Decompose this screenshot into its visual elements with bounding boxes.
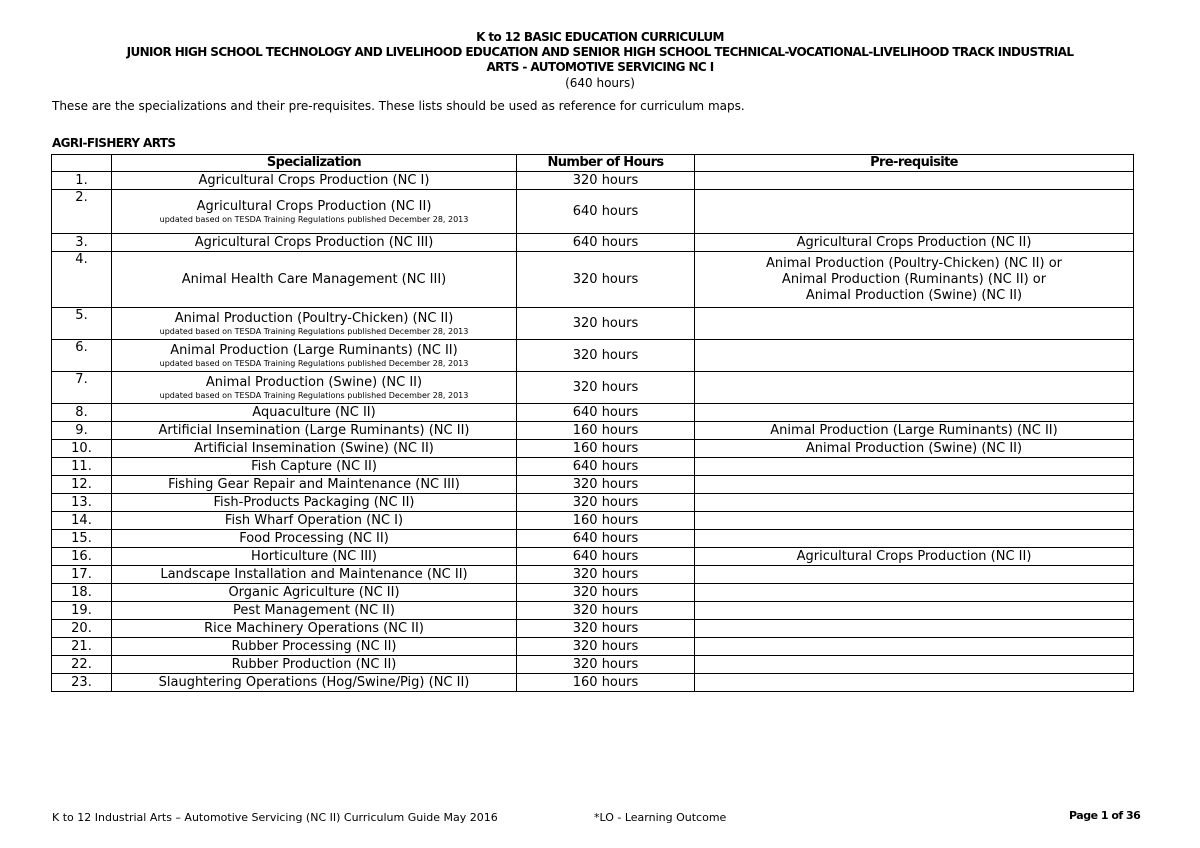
row-number: 10. xyxy=(52,440,112,458)
row-number: 15. xyxy=(52,530,112,548)
row-number: 12. xyxy=(52,476,112,494)
specialization-cell xyxy=(112,512,517,530)
row-number: 9. xyxy=(52,422,112,440)
specialization-cell xyxy=(112,638,517,656)
table-row xyxy=(52,638,1134,656)
table-row xyxy=(52,620,1134,638)
prereq-cell xyxy=(695,674,1134,692)
row-number: 1. xyxy=(52,172,112,190)
table-row xyxy=(52,404,1134,422)
specialization-cell xyxy=(112,602,517,620)
specialization-cell xyxy=(112,566,517,584)
table-row xyxy=(52,512,1134,530)
row-number: 14. xyxy=(52,512,112,530)
hours-cell: 640 hours xyxy=(517,530,695,548)
curriculum-title: K to 12 BASIC EDUCATION CURRICULUM xyxy=(476,30,724,44)
prereq-cell xyxy=(695,602,1134,620)
specialization-name: Fish Capture (NC II) xyxy=(251,458,377,474)
specialization-cell xyxy=(112,458,517,476)
hours-cell: 640 hours xyxy=(517,234,695,252)
table-row xyxy=(52,372,1134,404)
prereq-line: Agricultural Crops Production (NC II) xyxy=(796,234,1032,250)
specialization-name: Aquaculture (NC II) xyxy=(252,404,376,420)
footer-guide-title: K to 12 Industrial Arts – Automotive Servicing (NC II) Curriculum Guide May 2016 xyxy=(52,811,498,824)
prereq-line: Animal Production (Swine) (NC II) xyxy=(805,440,1023,456)
prereq-line: Animal Production (Poultry-Chicken) (NC II) or xyxy=(765,255,1063,271)
hours-cell: 320 hours xyxy=(517,172,695,190)
prereq-cell xyxy=(695,548,1134,566)
table-row xyxy=(52,530,1134,548)
table-row xyxy=(52,548,1134,566)
prereq-cell xyxy=(695,308,1134,340)
specialization-cell xyxy=(112,234,517,252)
prereq-line: Animal Production (Swine) (NC II) xyxy=(805,287,1023,303)
specialization-name: Agricultural Crops Production (NC II) xyxy=(196,198,432,214)
hours-cell: 320 hours xyxy=(517,638,695,656)
document-header xyxy=(0,30,1200,91)
specialization-cell xyxy=(112,674,517,692)
row-number: 2. xyxy=(52,190,112,234)
hours-cell: 160 hours xyxy=(517,674,695,692)
hours-cell: 320 hours xyxy=(517,566,695,584)
specialization-name: Landscape Installation and Maintenance (NC II) xyxy=(160,566,468,582)
row-number: 3. xyxy=(52,234,112,252)
specialization-name: Pest Management (NC II) xyxy=(233,602,395,618)
row-number: 18. xyxy=(52,584,112,602)
table-row xyxy=(52,340,1134,372)
specialization-name: Agricultural Crops Production (NC III) xyxy=(194,234,434,250)
footer-note: *LO - Learning Outcome xyxy=(594,811,727,824)
table-row xyxy=(52,234,1134,252)
prereq-cell xyxy=(695,190,1134,234)
specialization-cell xyxy=(112,422,517,440)
row-number: 7. xyxy=(52,372,112,404)
prereq-cell xyxy=(695,638,1134,656)
hours-cell: 320 hours xyxy=(517,252,695,308)
specialization-cell xyxy=(112,372,517,404)
prereq-line: Animal Production (Ruminants) (NC II) or xyxy=(781,271,1047,287)
specialization-cell xyxy=(112,190,517,234)
specialization-cell xyxy=(112,494,517,512)
prereq-cell xyxy=(695,440,1134,458)
table-row xyxy=(52,476,1134,494)
table-row xyxy=(52,172,1134,190)
specialization-cell xyxy=(112,530,517,548)
prereq-cell xyxy=(695,476,1134,494)
row-number: 19. xyxy=(52,602,112,620)
prereq-cell xyxy=(695,512,1134,530)
table-row xyxy=(52,602,1134,620)
specialization-cell xyxy=(112,252,517,308)
row-number: 20. xyxy=(52,620,112,638)
hours-cell: 320 hours xyxy=(517,656,695,674)
hours-cell: 160 hours xyxy=(517,440,695,458)
specialization-cell xyxy=(112,172,517,190)
row-number: 4. xyxy=(52,252,112,308)
row-number: 23. xyxy=(52,674,112,692)
prereq-cell xyxy=(695,404,1134,422)
hours-cell: 320 hours xyxy=(517,494,695,512)
program-title: JUNIOR HIGH SCHOOL TECHNOLOGY AND LIVELIHOOD EDUCATION AND SENIOR HIGH SCHOOL TECHNICAL-VOCATIONAL-LIVELIHOOD TRACK INDUSTRIAL xyxy=(126,45,1074,59)
hours-cell: 640 hours xyxy=(517,548,695,566)
hours-cell: 640 hours xyxy=(517,404,695,422)
specialization-cell xyxy=(112,584,517,602)
header-specialization: Specialization xyxy=(112,155,517,172)
specialization-name: Animal Production (Swine) (NC II) xyxy=(205,374,423,390)
program-subtitle: ARTS - AUTOMOTIVE SERVICING NC I xyxy=(486,60,714,74)
row-number: 17. xyxy=(52,566,112,584)
prereq-line: Animal Production (Large Ruminants) (NC II) xyxy=(770,422,1058,438)
specialization-cell xyxy=(112,308,517,340)
table-row xyxy=(52,566,1134,584)
hours-cell: 160 hours xyxy=(517,512,695,530)
table-row xyxy=(52,674,1134,692)
specialization-name: Food Processing (NC II) xyxy=(239,530,389,546)
header-hours: Number of Hours xyxy=(517,155,695,172)
hours-cell: 320 hours xyxy=(517,602,695,620)
specialization-name: Artificial Insemination (Swine) (NC II) xyxy=(194,440,434,456)
hours-cell: 320 hours xyxy=(517,308,695,340)
specialization-cell xyxy=(112,340,517,372)
specialization-name: Fish-Products Packaging (NC II) xyxy=(213,494,415,510)
specialization-name: Fish Wharf Operation (NC I) xyxy=(224,512,404,528)
hours-cell: 320 hours xyxy=(517,372,695,404)
prereq-cell xyxy=(695,458,1134,476)
total-hours: (640 hours) xyxy=(565,76,635,90)
specialization-name: Slaughtering Operations (Hog/Swine/Pig) (NC II) xyxy=(158,674,470,690)
specialization-name: Organic Agriculture (NC II) xyxy=(228,584,400,600)
specialization-cell xyxy=(112,548,517,566)
specialization-note: updated based on TESDA Training Regulations published December 28, 2013 xyxy=(159,214,469,224)
header-num xyxy=(52,155,112,172)
table-body xyxy=(52,172,1134,692)
hours-cell: 160 hours xyxy=(517,422,695,440)
table-row xyxy=(52,252,1134,308)
hours-cell: 320 hours xyxy=(517,476,695,494)
table-row xyxy=(52,656,1134,674)
prereq-cell xyxy=(695,566,1134,584)
row-number: 6. xyxy=(52,340,112,372)
table-row xyxy=(52,190,1134,234)
specialization-name: Rubber Processing (NC II) xyxy=(231,638,397,654)
specialization-note: updated based on TESDA Training Regulations published December 28, 2013 xyxy=(159,358,469,368)
prereq-cell xyxy=(695,620,1134,638)
header-prereq: Pre-requisite xyxy=(695,155,1134,172)
table-row xyxy=(52,308,1134,340)
specialization-cell xyxy=(112,620,517,638)
table-row xyxy=(52,440,1134,458)
prereq-cell xyxy=(695,656,1134,674)
prereq-cell xyxy=(695,234,1134,252)
prereq-cell xyxy=(695,172,1134,190)
row-number: 22. xyxy=(52,656,112,674)
specialization-name: Fishing Gear Repair and Maintenance (NC III) xyxy=(168,476,460,492)
prereq-cell xyxy=(695,530,1134,548)
prereq-cell xyxy=(695,584,1134,602)
hours-cell: 640 hours xyxy=(517,458,695,476)
specialization-name: Animal Production (Large Ruminants) (NC II) xyxy=(170,342,458,358)
prereq-cell xyxy=(695,252,1134,308)
specialization-cell xyxy=(112,656,517,674)
prereq-cell xyxy=(695,422,1134,440)
hours-cell: 640 hours xyxy=(517,190,695,234)
hours-cell: 320 hours xyxy=(517,584,695,602)
table-row xyxy=(52,494,1134,512)
table-row xyxy=(52,422,1134,440)
row-number: 8. xyxy=(52,404,112,422)
table-header-row xyxy=(52,155,1134,172)
hours-cell: 320 hours xyxy=(517,340,695,372)
specialization-name: Rubber Production (NC II) xyxy=(231,656,397,672)
specialization-name: Agricultural Crops Production (NC I) xyxy=(198,172,430,188)
specialization-note: updated based on TESDA Training Regulations published December 28, 2013 xyxy=(159,326,469,336)
specialization-name: Animal Production (Poultry-Chicken) (NC II) xyxy=(174,310,454,326)
specialization-name: Animal Health Care Management (NC III) xyxy=(181,271,447,287)
specialization-name: Rice Machinery Operations (NC II) xyxy=(204,620,424,636)
row-number: 11. xyxy=(52,458,112,476)
prereq-cell xyxy=(695,340,1134,372)
specialization-cell xyxy=(112,476,517,494)
row-number: 21. xyxy=(52,638,112,656)
row-number: 13. xyxy=(52,494,112,512)
hours-cell: 320 hours xyxy=(517,620,695,638)
specialization-cell xyxy=(112,440,517,458)
table-row xyxy=(52,584,1134,602)
specialization-cell xyxy=(112,404,517,422)
specialization-name: Artificial Insemination (Large Ruminants) (NC II) xyxy=(158,422,470,438)
table-row xyxy=(52,458,1134,476)
specialization-note: updated based on TESDA Training Regulations published December 28, 2013 xyxy=(159,390,469,400)
prereq-line: Agricultural Crops Production (NC II) xyxy=(796,548,1032,564)
prereq-cell xyxy=(695,372,1134,404)
intro-text: These are the specializations and their pre-requisites. These lists should be used as reference for curriculum maps. xyxy=(52,99,745,113)
specializations-table xyxy=(51,154,1134,692)
row-number: 16. xyxy=(52,548,112,566)
row-number: 5. xyxy=(52,308,112,340)
prereq-cell xyxy=(695,494,1134,512)
page-number: Page 1 of 36 xyxy=(1069,809,1141,822)
specialization-name: Horticulture (NC III) xyxy=(251,548,377,564)
section-title: AGRI-FISHERY ARTS xyxy=(52,136,176,150)
